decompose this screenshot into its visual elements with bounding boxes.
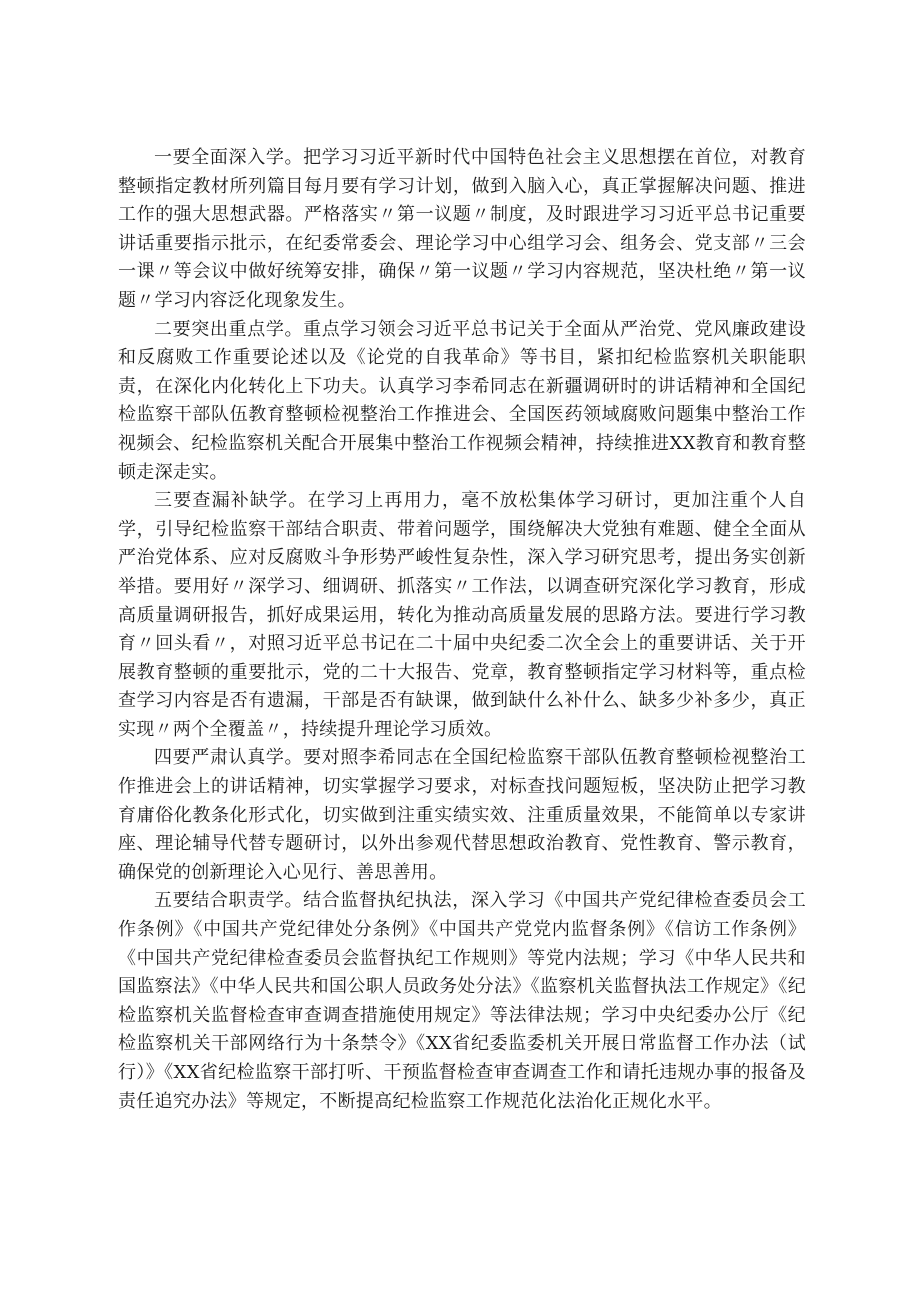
paragraph-study-fill-gaps: 三要查漏补缺学。在学习上再用力，毫不放松集体学习研讨，更加注重个人自学，引导纪检监察干部结合职责、带着问题学，围绕解决大党独有难题、健全全面从严治党体系、应对反腐败斗争形势严峻性复杂性，深入学习研究思考，提出务实创新举措。要用好〃深学习、细调研、抓落实〃工作法，以调查研究深化学习教育，形成高质量调研报告，抓好成果运用，转化为推动高质量发展的思路方法。要进行学习教育〃回头看〃，对照习近平总书记在二十届中央纪委二次全会上的重要讲话、关于开展教育整顿的重要批示，党的二十大报告、党章，教育整顿指定学习材料等，重点检查学习内容是否有遗漏，干部是否有缺课，做到缺什么补什么、缺多少补多少，真正实现〃两个全覆盖〃，持续提升理论学习质效。	[118, 490, 806, 740]
paragraph-study-seriously: 四要严肃认真学。要对照李希同志在全国纪检监察干部队伍教育整顿检视整治工作推进会上的讲话精神，切实掌握学习要求，对标查找问题短板，坚决防止把学习教育庸俗化教条化形式化，切实做到注重实绩实效、注重质量效果，不能简单以专家讲座、理论辅导代替专题研讨，以外出参观代替思想政治教育、党性教育、警示教育，确保党的创新理论入心见行、善思善用。	[118, 747, 806, 883]
document-body	[118, 144, 806, 1116]
paragraph-study-comprehensively: 一要全面深入学。把学习习近平新时代中国特色社会主义思想摆在首位，对教育整顿指定教材所列篇目每月要有学习计划，做到入脑入心，真正掌握解决问题、推进工作的强大思想武器。严格落实〃第一议题〃制度，及时跟进学习习近平总书记重要讲话重要指示批示，在纪委常委会、理论学习中心组学习会、组务会、党支部〃三会一课〃等会议中做好统筹安排，确保〃第一议题〃学习内容规范，坚决杜绝〃第一议题〃学习内容泛化现象发生。	[118, 147, 806, 311]
paragraph-study-key-points: 二要突出重点学。重点学习领会习近平总书记关于全面从严治党、党风廉政建设和反腐败工作重要论述以及《论党的自我革命》等书目，紧扣纪检监察机关职能职责，在深化内化转化上下功夫。认真学习李希同志在新疆调研时的讲话精神和全国纪检监察干部队伍教育整顿检视整治工作推进会、全国医药领域腐败问题集中整治工作视频会、纪检监察机关配合开展集中整治工作视频会精神，持续推进XX教育和教育整顿走深走实。	[118, 318, 806, 483]
paragraph-study-with-duties: 五要结合职责学。结合监督执纪执法，深入学习《中国共产党纪律检查委员会工作条例》《中国共产党纪律处分条例》《中国共产党党内监督条例》《信访工作条例》《中国共产党纪律检查委员会监督执纪工作规则》等党内法规；学习《中华人民共和国监察法》《中华人民共和国公职人员政务处分法》《监察机关监督执法工作规定》《纪检监察机关监督检查审查调查措施使用规定》等法律法规；学习中央纪委办公厅《纪检监察机关干部网络行为十条禁令》《XX省纪委监委机关开展日常监督工作办法（试行）》《XX省纪检监察干部打听、干预监督检查审查调查工作和请托违规办事的报备及责任追究办法》等规定，不断提高纪检监察工作规范化法治化正规化水平。	[118, 890, 806, 1112]
